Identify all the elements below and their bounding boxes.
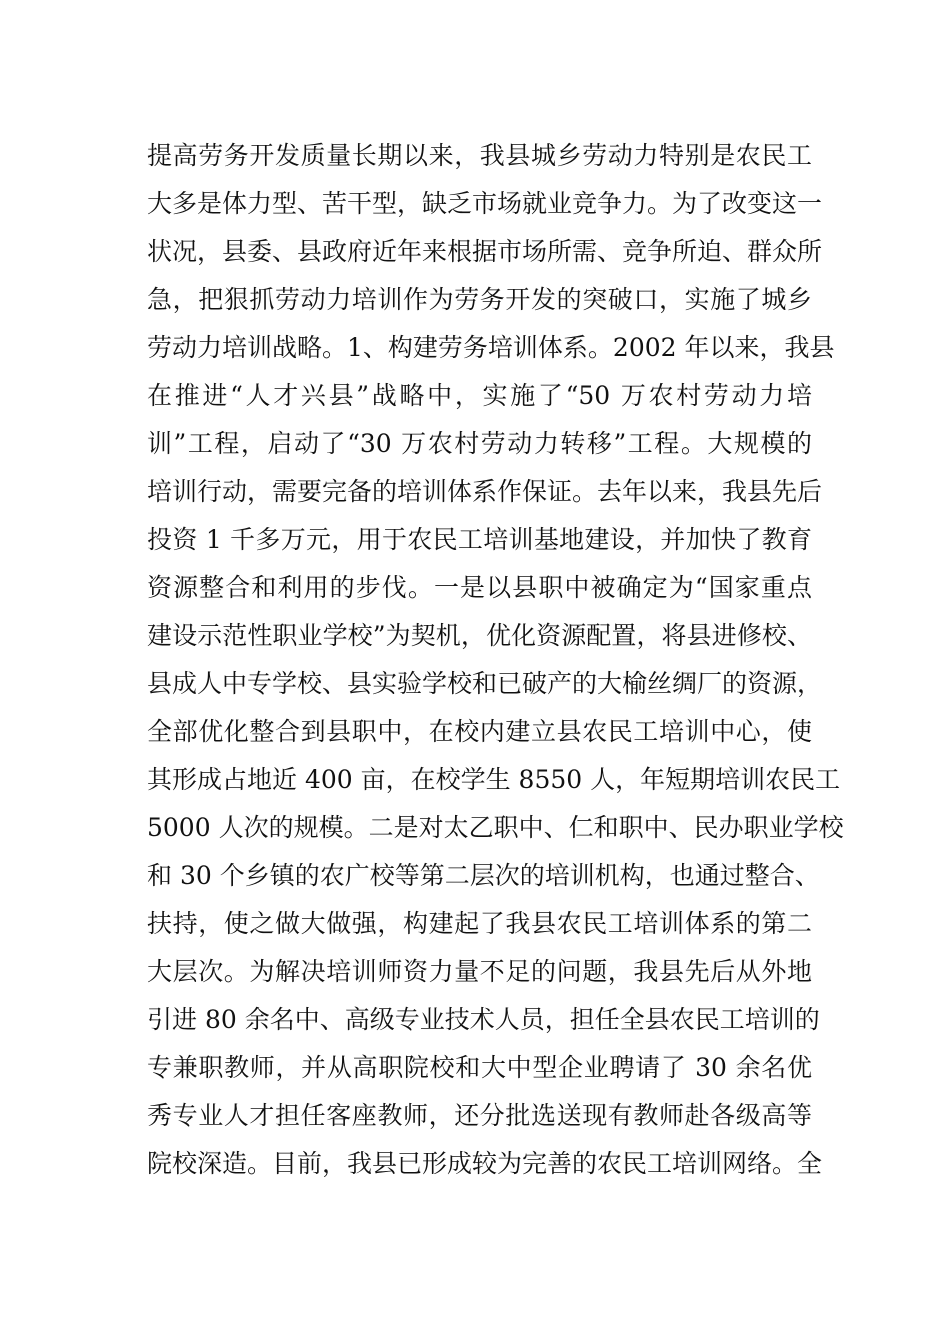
- text-line: 专兼职教师，并从高职院校和大中型企业聘请了 30 余名优: [147, 1053, 812, 1082]
- text-line: 资源整合和利用的步伐。一是以县职中被确定为“国家重点: [147, 573, 812, 602]
- text-line: 提高劳务开发质量长期以来，我县城乡劳动力特别是农民工: [147, 141, 812, 170]
- text-line: 大多是体力型、苦干型，缺乏市场就业竞争力。为了改变这一: [147, 189, 823, 218]
- text-line: 在推进“人才兴县”战略中，实施了“50 万农村劳动力培: [147, 381, 812, 410]
- text-line: 劳动力培训战略。1、构建劳务培训体系。2002 年以来，我县: [147, 333, 835, 362]
- text-line: 急，把狠抓劳动力培训作为劳务开发的突破口，实施了城乡: [147, 285, 812, 314]
- text-line: 扶持，使之做大做强，构建起了我县农民工培训体系的第二: [147, 909, 812, 938]
- text-line: 状况，县委、县政府近年来根据市场所需、竞争所迫、群众所: [147, 237, 823, 266]
- text-line: 县成人中专学校、县实验学校和已破产的大榆丝绸厂的资源，: [147, 669, 823, 698]
- text-line: 和 30 个乡镇的农广校等第二层次的培训机构，也通过整合、: [147, 861, 820, 890]
- text-line: 全部优化整合到县职中，在校内建立县农民工培训中心，使: [147, 717, 812, 746]
- text-line: 训”工程，启动了“30 万农村劳动力转移”工程。大规模的: [147, 429, 812, 458]
- text-line: 大层次。为解决培训师资力量不足的问题，我县先后从外地: [147, 957, 812, 986]
- text-line: 5000 人次的规模。二是对太乙职中、仁和职中、民办职业学校: [147, 813, 844, 842]
- text-line: 引进 80 余名中、高级专业技术人员，担任全县农民工培训的: [147, 1005, 820, 1034]
- text-line: 建设示范性职业学校”为契机，优化资源配置，将县进修校、: [147, 621, 812, 650]
- text-line: 院校深造。目前，我县已形成较为完善的农民工培训网络。全: [147, 1149, 823, 1178]
- text-line: 投资 1 千多万元，用于农民工培训基地建设，并加快了教育: [147, 525, 812, 554]
- body-paragraph: [147, 132, 844, 1188]
- text-line: 秀专业人才担任客座教师，还分批选送现有教师赴各级高等: [147, 1101, 812, 1130]
- text-line: 培训行动，需要完备的培训体系作保证。去年以来，我县先后: [147, 477, 823, 506]
- text-line: 其形成占地近 400 亩，在校学生 8550 人，年短期培训农民工: [147, 765, 841, 794]
